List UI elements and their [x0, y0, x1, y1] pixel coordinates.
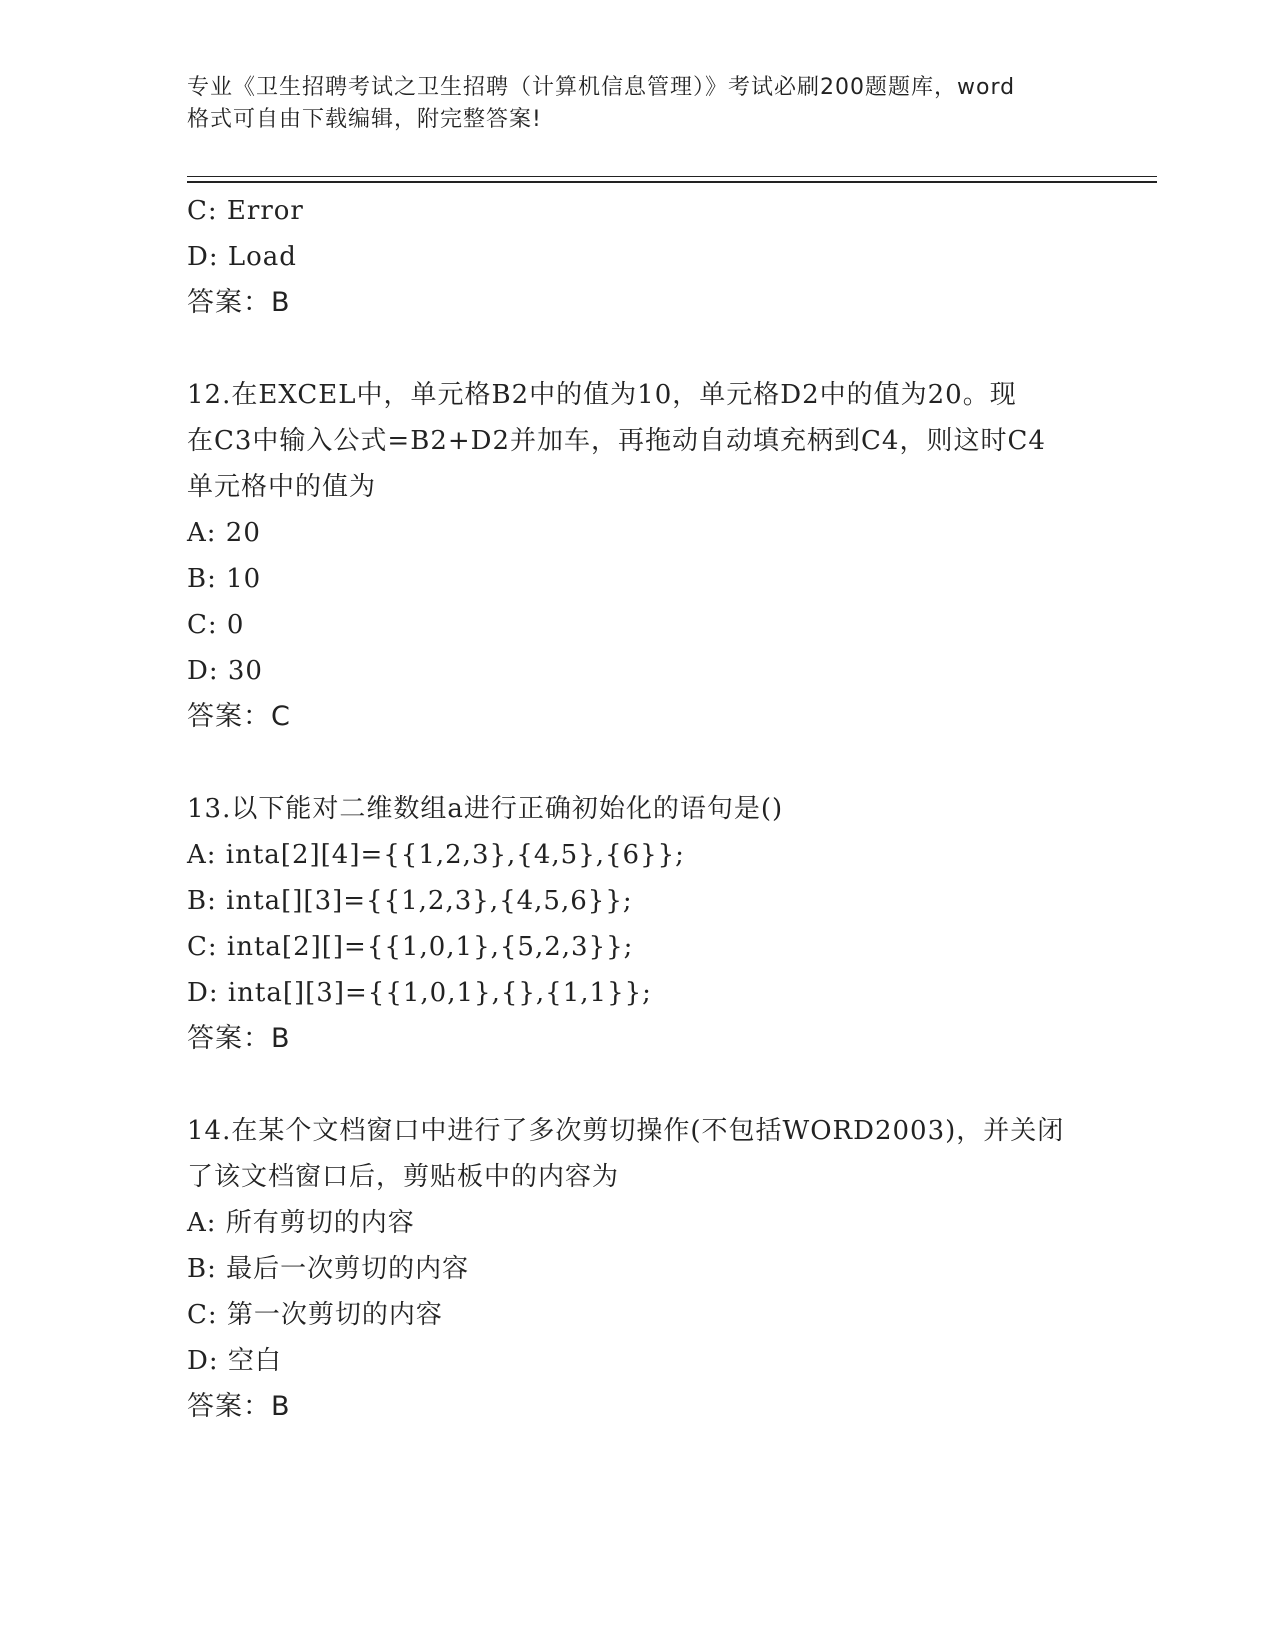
q13-option-b: B: inta[][3]={{1,2,3},{4,5,6}};: [187, 886, 633, 916]
q13-answer: 答案：B: [187, 1023, 291, 1054]
spacer: [187, 740, 1087, 786]
q11-answer: 答案：B: [187, 287, 291, 318]
spacer: [187, 326, 1087, 372]
question-11-tail: [187, 188, 1087, 326]
q12-option-c: C: 0: [187, 610, 245, 640]
page-header: [187, 72, 1087, 136]
q13-option-a: A: inta[2][4]={{1,2,3},{4,5},{6}};: [187, 840, 685, 870]
header-divider-thick: [187, 181, 1157, 183]
q12-option-d: D: 30: [187, 656, 263, 686]
q14-answer: 答案：B: [187, 1391, 291, 1422]
spacer: [187, 1062, 1087, 1108]
question-14: [187, 1108, 1087, 1430]
question-12: [187, 372, 1087, 740]
q13-option-d: D: inta[][3]={{1,0,1},{},{1,1}};: [187, 978, 652, 1008]
q14-option-b: B: 最后一次剪切的内容: [187, 1254, 470, 1284]
q13-option-c: C: inta[2][]={{1,0,1},{5,2,3}};: [187, 932, 634, 962]
question-13: [187, 786, 1087, 1062]
q12-stem-line-3: 单元格中的值为: [187, 472, 377, 502]
q12-option-a: A: 20: [187, 518, 261, 548]
q12-stem-line-1: 12.在EXCEL中，单元格B2中的值为10，单元格D2中的值为20。现: [187, 380, 1017, 410]
q11-option-c: C: Error: [187, 196, 304, 226]
question-content: [187, 188, 1087, 1430]
q13-stem: 13.以下能对二维数组a进行正确初始化的语句是(): [187, 794, 784, 824]
header-line-2: 格式可自由下载编辑，附完整答案!: [187, 107, 542, 132]
q14-option-a: A: 所有剪切的内容: [187, 1208, 415, 1238]
header-line-1: 专业《卫生招聘考试之卫生招聘（计算机信息管理）》考试必刷200题题库，word: [187, 75, 1016, 100]
q12-option-b: B: 10: [187, 564, 262, 594]
q14-stem-line-1: 14.在某个文档窗口中进行了多次剪切操作(不包括WORD2003)，并关闭: [187, 1116, 1065, 1146]
q14-stem-line-2: 了该文档窗口后，剪贴板中的内容为: [187, 1162, 620, 1192]
header-divider-thin: [187, 176, 1157, 177]
q14-option-d: D: 空白: [187, 1346, 282, 1376]
q12-stem-line-2: 在C3中输入公式=B2+D2并加车，再拖动自动填充柄到C4，则这时C4: [187, 426, 1046, 456]
q12-answer: 答案：C: [187, 701, 291, 732]
q11-option-d: D: Load: [187, 242, 297, 272]
q14-option-c: C: 第一次剪切的内容: [187, 1300, 443, 1330]
